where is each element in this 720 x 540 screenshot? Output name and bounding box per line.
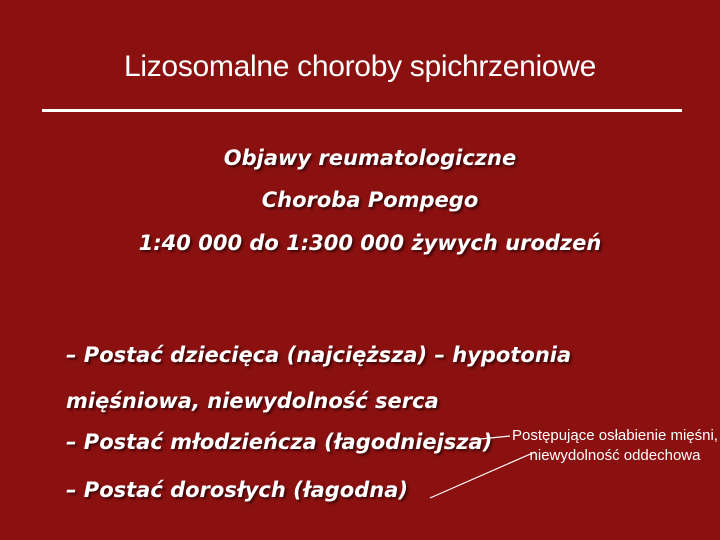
bullet-infantile-line1: – Postać dziecięca (najcięższa) – hypotonia <box>66 343 572 367</box>
heading-disease: Choroba Pompego <box>261 188 479 212</box>
callout-note: Postępujące osłabienie mięśni, niewydolność oddechowa <box>512 427 718 464</box>
slide-title: Lizosomalne choroby spichrzeniowe <box>123 50 597 83</box>
connector-juvenile <box>470 436 510 440</box>
heading-incidence: 1:40 000 do 1:300 000 żywych urodzeń <box>138 231 602 255</box>
bullet-juvenile: – Postać młodzieńcza (łagodniejsza) <box>66 430 493 454</box>
heading-symptoms: Objawy reumatologiczne <box>223 146 517 170</box>
bullet-infantile-line2: mięśniowa, niewydolność serca <box>66 389 439 413</box>
bullet-adult: – Postać dorosłych (łagodna) <box>66 478 408 502</box>
